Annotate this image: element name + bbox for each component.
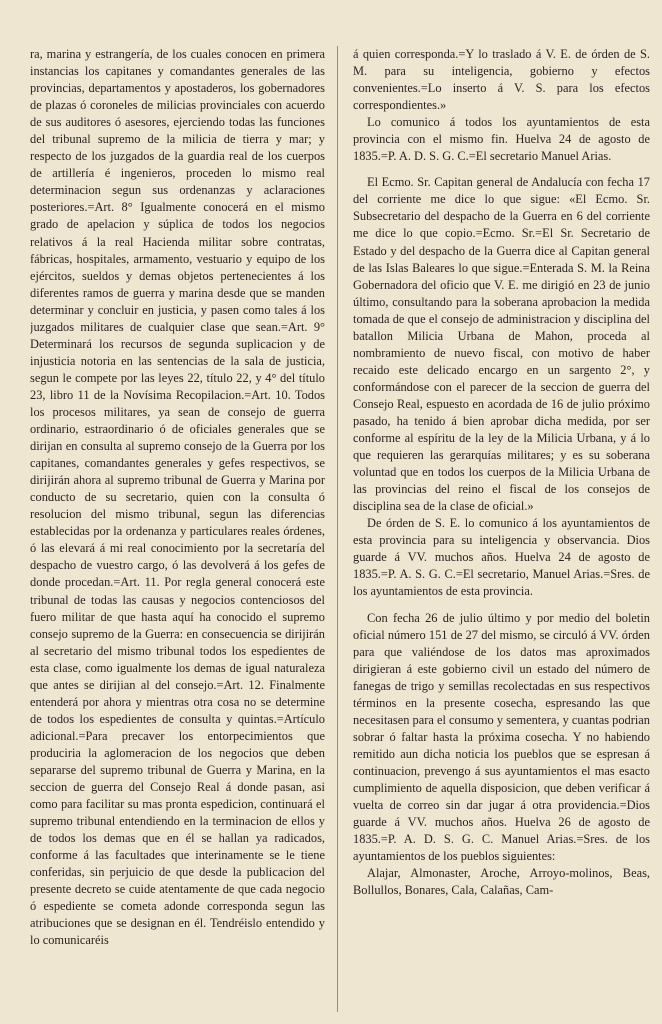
left-column	[30, 46, 325, 1021]
notice-captain-general: El Ecmo. Sr. Capitan general de Andalucía con fecha 17 del corriente me dice lo que sigue: «El Ecmo. Sr. Subsecretario del despacho de la Guerra en 6 del corriente me dice lo que copio.=Ecmo. Sr.=El Sr. Secretario de Estado y del despacho de la Guerra dice al Capitan general de las Islas Baleares lo que sigue.=Enterada S. M. la Reina Gobernadora del oficio que V. E. me dirigió en 23 de junio último, consultando para la soberana aprobacion la medida tomada de que el consejo de administracion y disciplina del batallon Milicia Urbana de Mahon, proceda al nombramiento de nuevo fiscal, con motivo de haber recaido este delicado encargo en un sargento 2°, y conformándose con el parecer de la seccion de guerra del Consejo Real, espuesto en acordada de 16 de julio próximo pasado, ha tenido á bien aprobar dicha medida, por ser conforme al espíritu de la ley de la Milicia Urbana, y á lo que requieren las gerarquías militares; y es su soberana voluntad que en todos los cuerpos de la Milicia Urbana de las provincias del reino el fiscal de los consejos de disciplina sea de la clase de oficial.»	[353, 175, 650, 514]
notice-signature: Lo comunico á todos los ayuntamientos de esta provincia con el mismo fin. Huelva 24 de agosto de 1835.=P. A. D. S. G. C.=El secretario Manuel Arias.	[353, 115, 650, 164]
notice-communication: De órden de S. E. lo comunico á los ayuntamientos de esta provincia para su inteligencia y observancia. Dios guarde á VV. muchos años. Huelva 24 de agosto de 1835.=P. A. S. G. C.=El secretario, Manuel Arias.=Sres. de los ayuntamientos de esta provincia.	[353, 516, 650, 599]
right-column	[353, 46, 650, 1021]
notice-harvest: Con fecha 26 de julio último y por medio del boletin oficial número 151 de 27 del mismo, se circuló á VV. órden para que valiéndose de los datos mas aproximados dirigieran á este gobierno civil un estado del número de fanegas de trigo y semillas recolectadas en sus respectivos términos en la presente cosecha, espresando las que necesitasen para el consumo y sementera, y cuantas podrian sobrar ó faltar hasta la próxima cosecha. Y no habiendo remitido aun dicha noticia los pueblos que se espresan á continuacion, prevengo á sus ayuntamientos el mas esacto cumplimiento de aquella disposicion, que deben verificar á vuelta de correo sin dar jugar á otra providencia.=Dios guarde á VV. muchos años. Huelva 26 de agosto de 1835.=P. A. D. S. G. C. Manuel Arias.=Sres. de los ayuntamientos de los pueblos siguientes:	[353, 610, 650, 864]
left-column-text: ra, marina y estrangería, de los cuales conocen en primera instancias los capitanes y comandantes generales de las provincias, departamentos y apostaderos, los gobernadores de plazas ó coroneles de milicias provinciales con acuerdo de sus auditores ó asesores, ejerciendo todas las funciones del tribunal supremo de la milicia de tierra y mar; y respecto de los juzgados de la guardia real de los cuerpos de artillería é ingenieros, proceden lo mismo real determinacion segun sus ordenanzas y aclaraciones posteriores.=Art. 8° Igualmente conocerá en el mismo grado de apelacion y súplica de todos los negocios relativos á la real Hacienda militar sobre contratas, fábricas, hospitales, armamento, vestuario y equipo de los ejércitos, sueldos y demas objetos pertenecientes á los diferentes ramos de guerra y marina desde que se manden determinar y concluir en justicia, y pasen como tales á los juzgados militares de cualquier clase que sean.=Art. 9° Determinará los recursos de segunda suplicacion y de injusticia notoria en las sentencias de la sala de justicia, segun le compete por las leyes 22, título 22, y 4° del título 23, libro 11 de la Novísima Recopilacion.=Art. 10. Todos los procesos militares, ya sean de consejo de guerra ordinario, estraordinario ó de oficiales generales que se dirijan en consulta al supremo consejo de la Guerra por los capitanes, comandantes generales y gefes respectivos, se dirijirán ahora al supremo tribunal de Guerra y Marina por conducto de su secretario, quien con la consulta ó resolucion del mismo tribunal, segun las diferencias establecidas por la ordenanza y particulares reales órdenes, ó las elevará á mi real conocimiento por la secretaría del despacho de vuestro cargo, ó las devolverá á los gefes de donde procedan.=Art. 11. Por regla general conocerá este tribunal de todas las causas y negocios contenciosos del fuero militar de que hasta aquí ha conocido el supremo consejo supremo de la Guerra: en consecuencia se dirijirán al secretario del mismo tribunal todos los espedientes de esta clase, como igualmente los demas de igual naturaleza que antes se dirijian al del consejo.=Art. 12. Finalmente entenderá por ahora y mientras otra cosa no se determine de todos los espedientes de consulta y quintas.=Artículo adicional.=Para precaver los entorpecimientos que produciria la aglomeracion de los negocios que deben separarse del supremo tribunal de Guerra y Marina, en la seccion de guerra del Consejo Real á donde pasan, asi como para facilitar su mas pronta espedicion, continuará el supremo tribunal entendiendo en la terminacion de ellos y de todos los demas que en él se hallan ya radicados, conforme á las facultades que interinamente se le tiene conferidas, sin perjuicio de que desde la publicacion del presente decreto se cuide atentamente de que cada negocio ó espediente se cometa adonde corresponda segun las atribuciones que se designan en él. Tendréislo entendido y lo comunicaréis	[30, 47, 325, 948]
notice-continuation: á quien corresponda.=Y lo traslado á V. E. de órden de S. M. para su inteligencia, gobierno y efectos convenientes.=Lo inserto á V. S. para los efectos correspondientes.»	[353, 47, 650, 113]
towns-list: Alajar, Almonaster, Aroche, Arroyo-molinos, Beas, Bollullos, Bonares, Cala, Calañas, Cam-	[353, 866, 650, 898]
column-divider	[337, 46, 338, 1012]
spacer	[353, 601, 650, 610]
spacer	[353, 165, 650, 174]
